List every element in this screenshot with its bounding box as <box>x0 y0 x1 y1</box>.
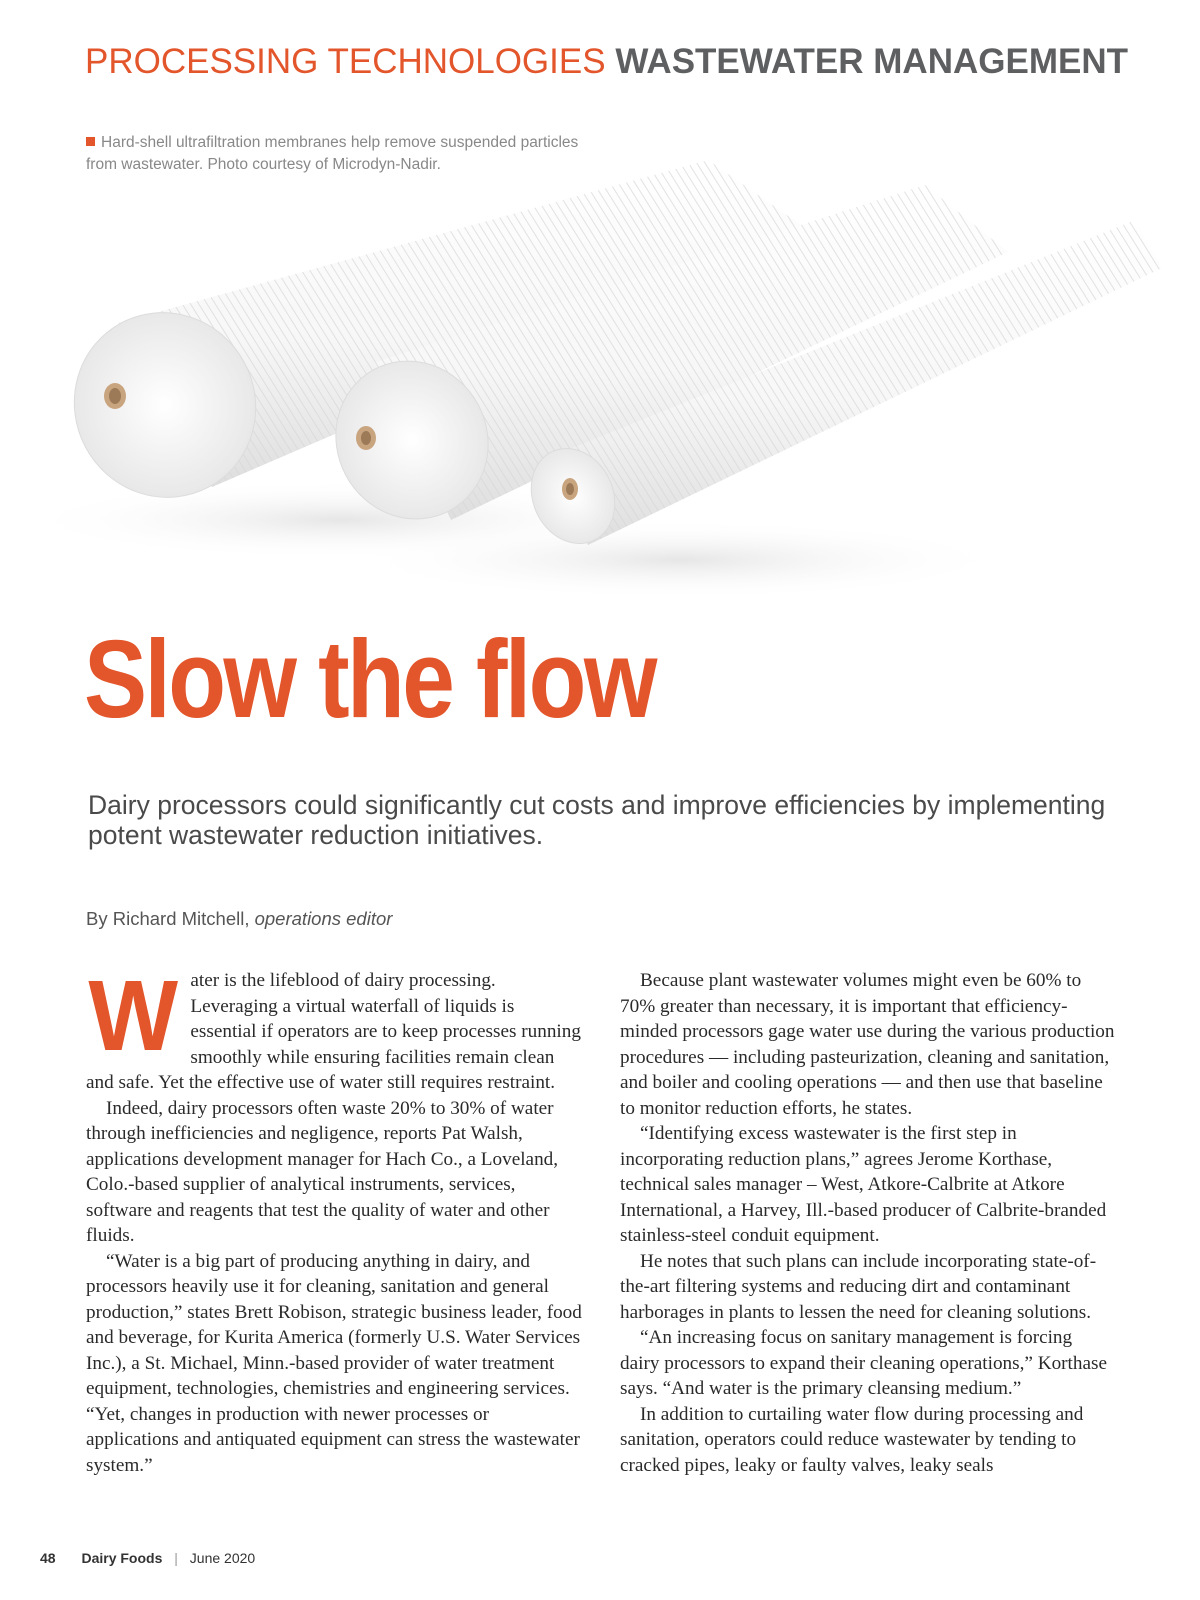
article-column-left <box>86 960 582 1478</box>
footer-separator: | <box>174 1550 178 1566</box>
page-number: 48 <box>40 1550 56 1566</box>
byline-author: By Richard Mitchell, <box>86 908 250 929</box>
caption-text: Hard-shell ultrafiltration membranes help remove suspended particles from wastewater. Photo courtesy of Microdyn-Nadir. <box>86 134 579 173</box>
article-title: Slow the flow <box>84 618 655 741</box>
section-header <box>85 40 1145 84</box>
section-label: PROCESSING TECHNOLOGIES <box>85 42 606 81</box>
article-deck: Dairy processors could significantly cut costs and improve efficiencies by implementing potent wastewater reduction initiatives. <box>88 790 1106 850</box>
caption-bullet <box>86 137 95 146</box>
paragraph: ater is the lifeblood of dairy processing. Leveraging a virtual waterfall of liquids is essential if operators are to keep processes running smoothly while ensuring facilities remain clean and safe. Yet the effective use of water still requires restraint. <box>86 970 581 1093</box>
paragraph: “Identifying excess wastewater is the first step in incorporating reduction plans,” agrees Jerome Korthase, technical sales manager – West, Atkore-Calbrite at Atkore International, a Harvey, Ill.-based producer of Calbrite-branded stainless-steel conduit equipment. <box>620 1123 1107 1246</box>
membrane-filters-photo <box>0 160 1200 620</box>
byline-role: operations editor <box>254 908 393 929</box>
paragraph: “An increasing focus on sanitary management is forcing dairy processors to expand their cleaning operations,” Korthase says. “And water is the primary cleansing medium.” <box>620 1327 1107 1399</box>
paragraph: “Water is a big part of producing anything in dairy, and processors heavily use it for cleaning, sanitation and general production,” states Brett Robison, strategic business leader, food and beverage, for Kurita America (formerly U.S. Water Services Inc.), a St. Michael, Minn.-based provider of water treatment equipment, technologies, chemistries and engineering services. “Yet, changes in production with newer processes or applications and antiquated equipment can stress the wastewater system.” <box>86 1250 582 1476</box>
magazine-name: Dairy Foods <box>81 1550 163 1566</box>
paragraph: He notes that such plans can include incorporating state-of-the-art filtering systems and reducing dirt and contaminant harborages in plants to lessen the need for cleaning solutions. <box>620 1250 1097 1323</box>
article-column-right <box>620 968 1116 1478</box>
dropcap-letter: W <box>88 960 179 1072</box>
paragraph: Indeed, dairy processors often waste 20% to 30% of water through inefficiencies and negligence, reports Pat Walsh, applications development manager for Hach Co., a Loveland, Colo.-based supplier of analytical instruments, services, software and reagents that test the quality of water and other fluids. <box>86 1097 559 1246</box>
page-footer <box>40 1550 255 1566</box>
paragraph: Because plant wastewater volumes might even be 60% to 70% greater than necessary, it is important that efficiency-minded processors gage water use during the various production procedures — including pasteurization, cleaning and sanitation, and boiler and cooling operations — and then use that baseline to monitor reduction efforts, he states. <box>620 970 1115 1119</box>
subsection-label: WASTEWATER MANAGEMENT <box>615 42 1128 81</box>
byline <box>86 907 392 931</box>
paragraph: In addition to curtailing water flow during processing and sanitation, operators could reduce wastewater by tending to cracked pipes, leaky or faulty valves, leaky seals <box>620 1403 1084 1476</box>
issue-date: June 2020 <box>189 1550 256 1566</box>
